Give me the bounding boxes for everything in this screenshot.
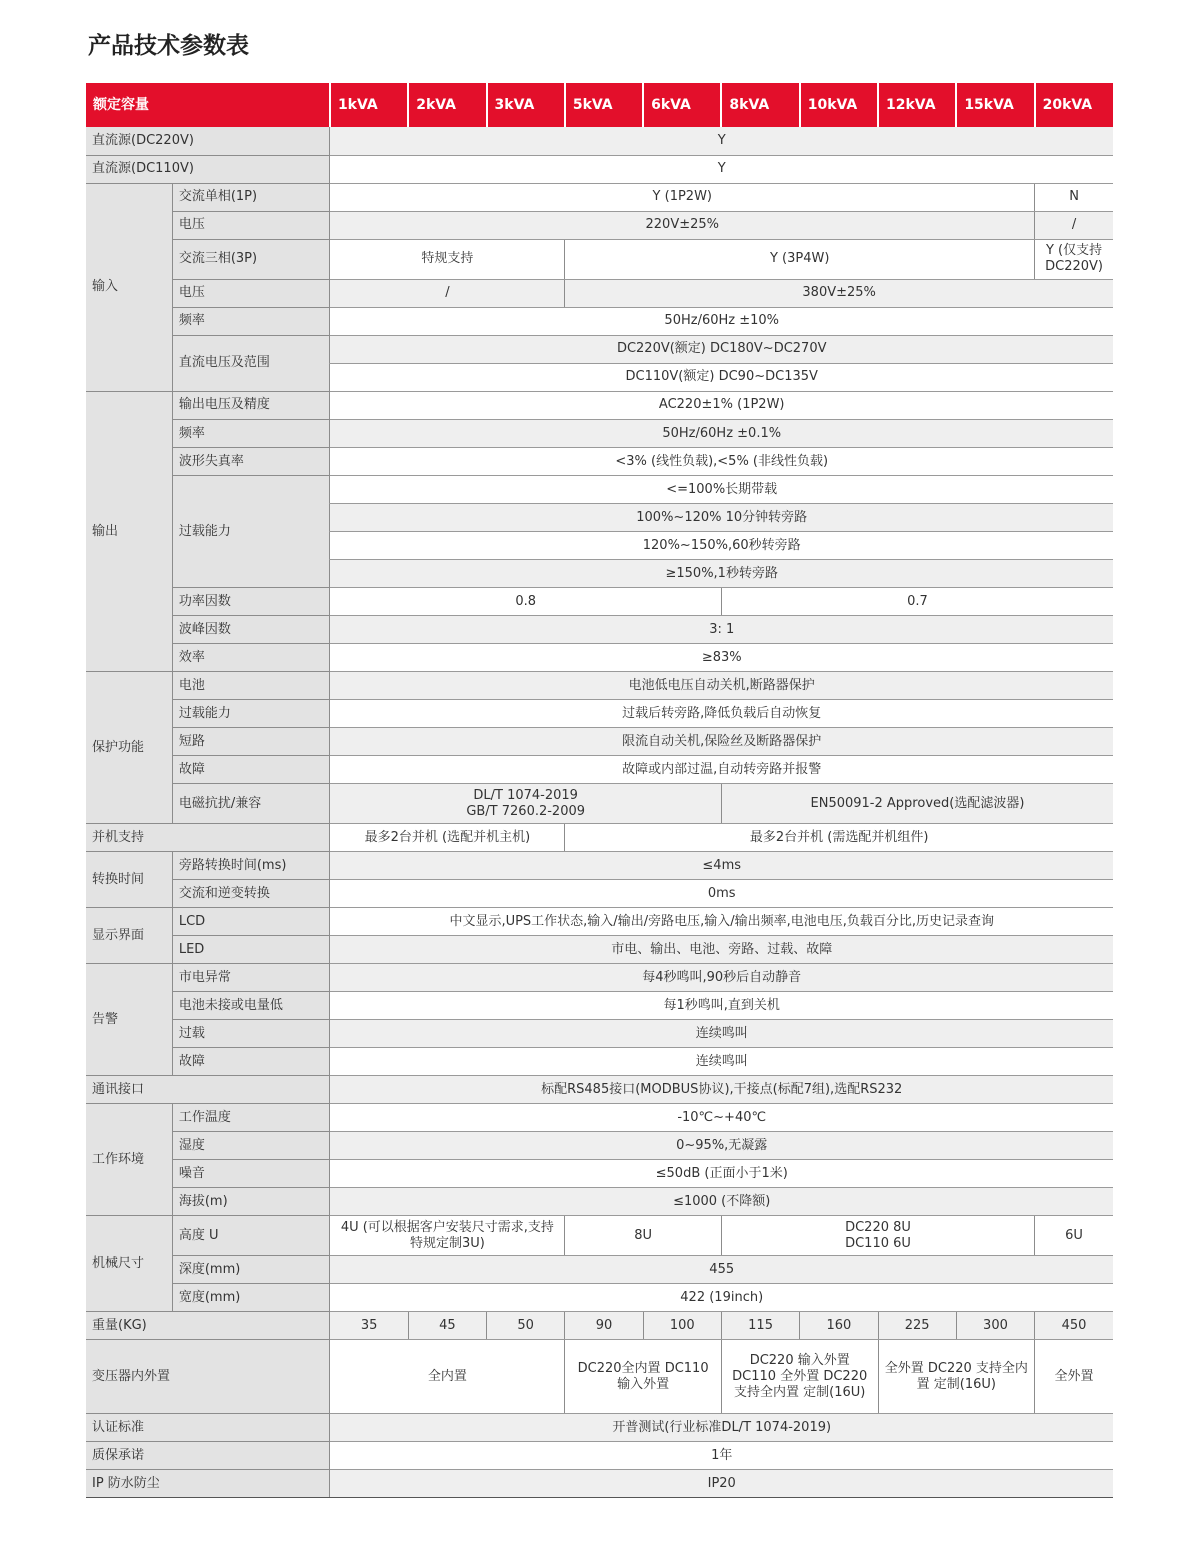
capacity-header: 2kVA: [408, 83, 486, 127]
row-value: AC220±1% (1P2W): [330, 392, 1113, 420]
table-row: [86, 964, 1113, 992]
row-label: LCD: [172, 908, 330, 936]
table-row: [86, 279, 1113, 307]
row-value: 422 (19inch): [330, 1284, 1113, 1312]
row-label: 旁路转换时间(ms): [172, 852, 330, 880]
spec-table: [86, 83, 1113, 1498]
table-row: [86, 616, 1113, 644]
row-value: ≤1000 (不降额): [330, 1188, 1113, 1216]
row-label: 过载能力: [172, 700, 330, 728]
table-row: [86, 392, 1113, 420]
row-label: 市电异常: [172, 964, 330, 992]
group-label: 转换时间: [86, 852, 172, 908]
group-label: 告警: [86, 964, 172, 1076]
table-row: [86, 1104, 1113, 1132]
weight-value: 50: [487, 1312, 565, 1340]
row-label: 效率: [172, 644, 330, 672]
group-label: 机械尺寸: [86, 1216, 172, 1312]
row-value: 中文显示,UPS工作状态,输入/输出/旁路电压,输入/输出频率,电池电压,负载百分比,历史记录查询: [330, 908, 1113, 936]
row-value: 220V±25%: [330, 211, 1035, 239]
table-row: [86, 644, 1113, 672]
row-value: DC220 输入外置 DC110 全外置 DC220 支持全内置 定制(16U): [721, 1340, 878, 1414]
group-label: 输出: [86, 392, 172, 672]
row-label: 过载: [172, 1020, 330, 1048]
table-row: [86, 127, 1113, 155]
row-label: 功率因数: [172, 588, 330, 616]
row-value: 0.8: [330, 588, 721, 616]
row-value: EN50091-2 Approved(选配滤波器): [721, 784, 1113, 824]
row-value: 连续鸣叫: [330, 1048, 1113, 1076]
weight-value: 35: [330, 1312, 408, 1340]
capacity-header: 10kVA: [800, 83, 878, 127]
capacity-header: 8kVA: [721, 83, 799, 127]
row-label: 噪音: [172, 1160, 330, 1188]
row-value: DC110V(额定) DC90~DC135V: [330, 363, 1113, 391]
row-label: 重量(KG): [86, 1312, 330, 1340]
table-row: [86, 335, 1113, 363]
row-label: 短路: [172, 728, 330, 756]
row-value: /: [330, 279, 565, 307]
table-row: [86, 1256, 1113, 1284]
row-label: 电池未接或电量低: [172, 992, 330, 1020]
row-value: 455: [330, 1256, 1113, 1284]
table-row: [86, 1048, 1113, 1076]
row-value: 限流自动关机,保险丝及断路器保护: [330, 728, 1113, 756]
row-label: 通讯接口: [86, 1076, 330, 1104]
weight-value: 45: [408, 1312, 486, 1340]
table-row: [86, 756, 1113, 784]
group-label: 显示界面: [86, 908, 172, 964]
weight-value: 90: [565, 1312, 643, 1340]
table-row: [86, 824, 1113, 852]
table-row: [86, 908, 1113, 936]
row-label: 故障: [172, 1048, 330, 1076]
row-value: ≤50dB (正面小于1米): [330, 1160, 1113, 1188]
table-row: [86, 1340, 1113, 1414]
row-value: 每1秒鸣叫,直到关机: [330, 992, 1113, 1020]
row-label: 频率: [172, 420, 330, 448]
emc-standard-2: GB/T 7260.2-2009: [466, 803, 586, 819]
table-row: [86, 1470, 1113, 1498]
row-value: <=100%长期带载: [330, 476, 1113, 504]
row-label: 湿度: [172, 1132, 330, 1160]
group-label: 输入: [86, 183, 172, 392]
height-dc220: DC220 8U: [845, 1219, 911, 1235]
row-value: 50Hz/60Hz ±0.1%: [330, 420, 1113, 448]
row-value: 最多2台并机 (选配并机主机): [330, 824, 565, 852]
row-value: DC220V(额定) DC180V~DC270V: [330, 335, 1113, 363]
table-row: [86, 1312, 1113, 1340]
row-label: 电磁抗扰/兼容: [172, 784, 330, 824]
table-row: [86, 700, 1113, 728]
table-row: [86, 936, 1113, 964]
table-row: [86, 1284, 1113, 1312]
row-value: N: [1035, 183, 1113, 211]
capacity-header: 3kVA: [487, 83, 565, 127]
row-value: 标配RS485接口(MODBUS协议),干接点(标配7组),选配RS232: [330, 1076, 1113, 1104]
capacity-header: 20kVA: [1035, 83, 1113, 127]
row-value: Y (1P2W): [330, 183, 1035, 211]
table-row: [86, 448, 1113, 476]
weight-value: 100: [643, 1312, 721, 1340]
table-row: [86, 1160, 1113, 1188]
weight-value: 115: [721, 1312, 799, 1340]
table-row: [86, 183, 1113, 211]
weight-value: 160: [800, 1312, 878, 1340]
row-label: 故障: [172, 756, 330, 784]
row-label: 电池: [172, 672, 330, 700]
row-value: <3% (线性负载),<5% (非线性负载): [330, 448, 1113, 476]
row-value: 8U: [565, 1216, 722, 1256]
row-value: Y: [330, 127, 1113, 155]
row-value: -10℃~+40℃: [330, 1104, 1113, 1132]
row-value: 120%~150%,60秒转旁路: [330, 532, 1113, 560]
row-value: DC220全内置 DC110 输入外置: [565, 1340, 722, 1414]
table-row: [86, 211, 1113, 239]
row-value: 过载后转旁路,降低负载后自动恢复: [330, 700, 1113, 728]
table-row: [86, 1188, 1113, 1216]
row-label: 电压: [172, 279, 330, 307]
capacity-header: 6kVA: [643, 83, 721, 127]
capacity-header: 15kVA: [956, 83, 1034, 127]
row-label: 海拔(m): [172, 1188, 330, 1216]
row-label: 交流三相(3P): [172, 239, 330, 279]
row-value: 6U: [1035, 1216, 1113, 1256]
table-row: [86, 239, 1113, 279]
table-row: [86, 880, 1113, 908]
table-row: [86, 476, 1113, 504]
row-label: 电压: [172, 211, 330, 239]
row-label: 质保承诺: [86, 1442, 330, 1470]
row-label: 变压器内外置: [86, 1340, 330, 1414]
row-value: 1年: [330, 1442, 1113, 1470]
row-value: /: [1035, 211, 1113, 239]
row-value: [330, 784, 721, 824]
row-value: 每4秒鸣叫,90秒后自动静音: [330, 964, 1113, 992]
row-value: 0.7: [721, 588, 1113, 616]
height-dc110: DC110 6U: [845, 1235, 911, 1251]
table-row: [86, 588, 1113, 616]
page-title: 产品技术参数表: [88, 33, 249, 59]
row-label: 交流单相(1P): [172, 183, 330, 211]
table-row: [86, 1020, 1113, 1048]
row-value: 100%~120% 10分钟转旁路: [330, 504, 1113, 532]
table-row: [86, 1442, 1113, 1470]
row-value: ≥150%,1秒转旁路: [330, 560, 1113, 588]
row-label: 过载能力: [172, 476, 330, 588]
row-value: 380V±25%: [565, 279, 1113, 307]
row-label: 高度 U: [172, 1216, 330, 1256]
row-label: 直流电压及范围: [172, 335, 330, 391]
header-label: 额定容量: [86, 83, 330, 127]
row-label: IP 防水防尘: [86, 1470, 330, 1498]
weight-value: 450: [1035, 1312, 1113, 1340]
row-value: 50Hz/60Hz ±10%: [330, 307, 1113, 335]
row-label: LED: [172, 936, 330, 964]
row-label: 波形失真率: [172, 448, 330, 476]
group-label: 工作环境: [86, 1104, 172, 1216]
table-row: [86, 1076, 1113, 1104]
capacity-header: 12kVA: [878, 83, 956, 127]
table-row: [86, 420, 1113, 448]
emc-standard-1: DL/T 1074-2019: [473, 787, 578, 803]
row-value: 4U (可以根据客户安装尺寸需求,支持特规定制3U): [330, 1216, 565, 1256]
table-row: [86, 155, 1113, 183]
row-value: 连续鸣叫: [330, 1020, 1113, 1048]
capacity-header: 5kVA: [565, 83, 643, 127]
row-label: 直流源(DC110V): [86, 155, 330, 183]
row-value: 0~95%,无凝露: [330, 1132, 1113, 1160]
row-label: 工作温度: [172, 1104, 330, 1132]
table-row: [86, 992, 1113, 1020]
row-value: ≥83%: [330, 644, 1113, 672]
row-value: 特规支持: [330, 239, 565, 279]
row-label: 波峰因数: [172, 616, 330, 644]
row-label: 交流和逆变转换: [172, 880, 330, 908]
row-label: 输出电压及精度: [172, 392, 330, 420]
weight-value: 225: [878, 1312, 956, 1340]
row-value: 3: 1: [330, 616, 1113, 644]
row-value: 故障或内部过温,自动转旁路并报警: [330, 756, 1113, 784]
table-row: [86, 1216, 1113, 1256]
row-value: Y (仅支持DC220V): [1035, 239, 1113, 279]
capacity-header: 1kVA: [330, 83, 408, 127]
row-value: ≤4ms: [330, 852, 1113, 880]
row-label: 深度(mm): [172, 1256, 330, 1284]
table-row: [86, 307, 1113, 335]
row-value: Y: [330, 155, 1113, 183]
row-value: 全内置: [330, 1340, 565, 1414]
row-value: [721, 1216, 1034, 1256]
table-row: [86, 1132, 1113, 1160]
row-value: 市电、输出、电池、旁路、过载、故障: [330, 936, 1113, 964]
row-value: 电池低电压自动关机,断路器保护: [330, 672, 1113, 700]
table-row: [86, 852, 1113, 880]
table-row: [86, 784, 1113, 824]
row-value: 开普测试(行业标准DL/T 1074-2019): [330, 1414, 1113, 1442]
row-label: 认证标准: [86, 1414, 330, 1442]
row-value: 0ms: [330, 880, 1113, 908]
row-label: 直流源(DC220V): [86, 127, 330, 155]
row-value: 全外置 DC220 支持全内置 定制(16U): [878, 1340, 1035, 1414]
table-row: [86, 1414, 1113, 1442]
weight-value: 300: [956, 1312, 1034, 1340]
row-value: 最多2台并机 (需选配并机组件): [565, 824, 1113, 852]
table-row: [86, 672, 1113, 700]
row-value: IP20: [330, 1470, 1113, 1498]
table-row: [86, 728, 1113, 756]
row-label: 并机支持: [86, 824, 330, 852]
row-value: Y (3P4W): [565, 239, 1035, 279]
row-label: 宽度(mm): [172, 1284, 330, 1312]
row-value: 全外置: [1035, 1340, 1113, 1414]
row-label: 频率: [172, 307, 330, 335]
group-label: 保护功能: [86, 672, 172, 824]
header-row: [86, 83, 1113, 127]
